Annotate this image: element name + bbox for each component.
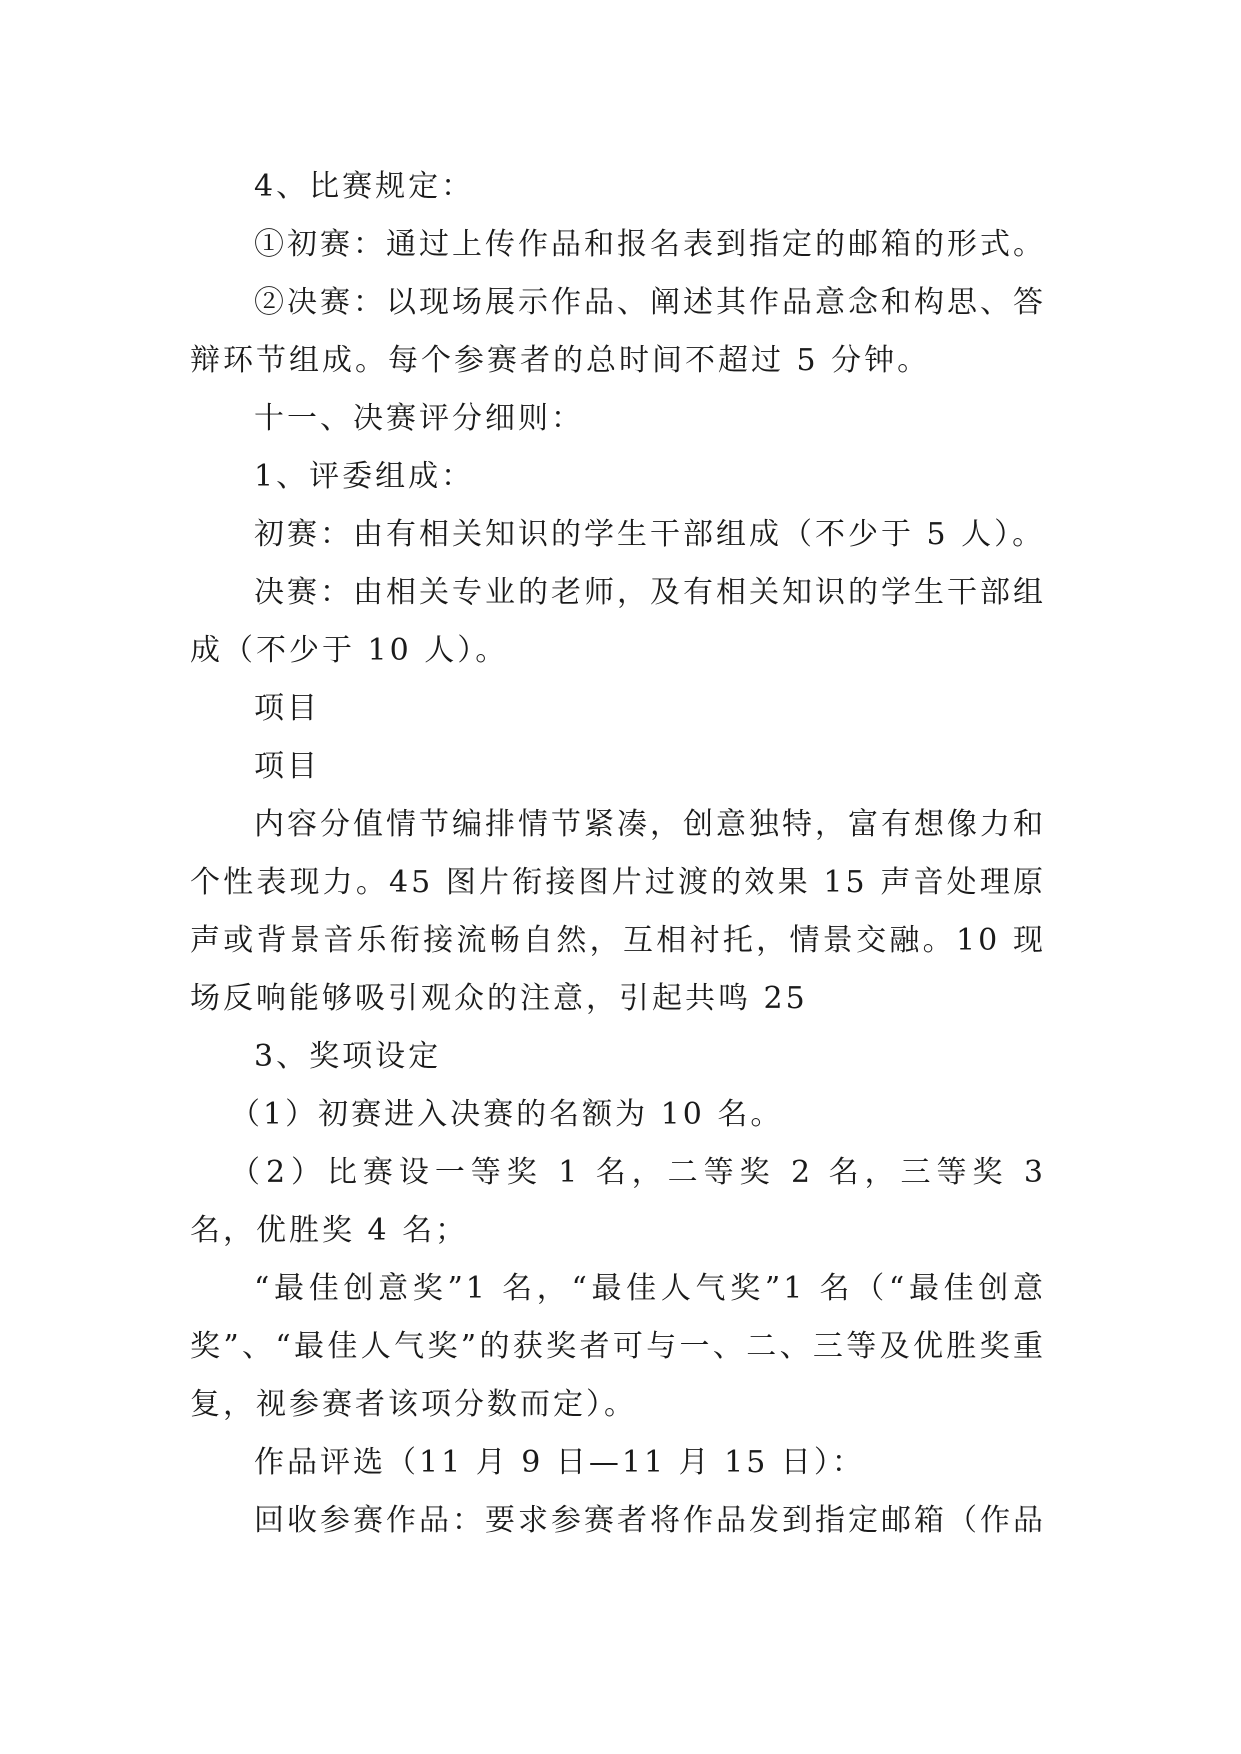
subheading-judges: 1、评委组成： <box>254 459 475 494</box>
table-label-item: 项目 <box>254 691 320 726</box>
rule-final: ②决赛：以现场展示作品、阐述其作品意念和构思、答辩环节组成。每个参赛者的总时间不超过 5 分钟。 <box>190 285 1046 378</box>
judges-preliminary: 初赛：由有相关知识的学生干部组成（不少于 5 人）。 <box>254 517 1046 552</box>
rule-preliminary: ①初赛：通过上传作品和报名表到指定的邮箱的形式。 <box>254 227 1046 262</box>
scoring-criteria: 内容分值情节编排情节紧凑，创意独特，富有想像力和个性表现力。45 图片衔接图片过渡的效果 15 声音处理原声或背景音乐衔接流畅自然，互相衬托，情景交融。10 现场反响能够吸引观众的注意，引起共鸣 25 <box>190 807 1046 1016</box>
collect-entries: 回收参赛作品：要求参赛者将作品发到指定邮箱（作品 <box>254 1503 1046 1538</box>
section-heading-rules: 4、比赛规定： <box>254 169 475 204</box>
selection-period: 作品评选（11 月 9 日—11 月 15 日）： <box>254 1445 865 1480</box>
subheading-awards: 3、奖项设定 <box>254 1039 442 1074</box>
judges-final: 决赛：由相关专业的老师，及有相关知识的学生干部组成（不少于 10 人）。 <box>190 575 1046 668</box>
awards-finalists: （1）初赛进入决赛的名额为 10 名。 <box>230 1097 784 1132</box>
section-heading-scoring: 十一、决赛评分细则： <box>254 401 584 436</box>
table-label-item-2: 项目 <box>254 749 320 784</box>
awards-prizes: （2）比赛设一等奖 1 名，二等奖 2 名，三等奖 3 名，优胜奖 4 名； <box>190 1155 1046 1248</box>
awards-special: “最佳创意奖”1 名，“最佳人气奖”1 名（“最佳创意奖”、“最佳人气奖”的获奖者可与一、二、三等及优胜奖重复，视参赛者该项分数而定）。 <box>190 1271 1046 1422</box>
